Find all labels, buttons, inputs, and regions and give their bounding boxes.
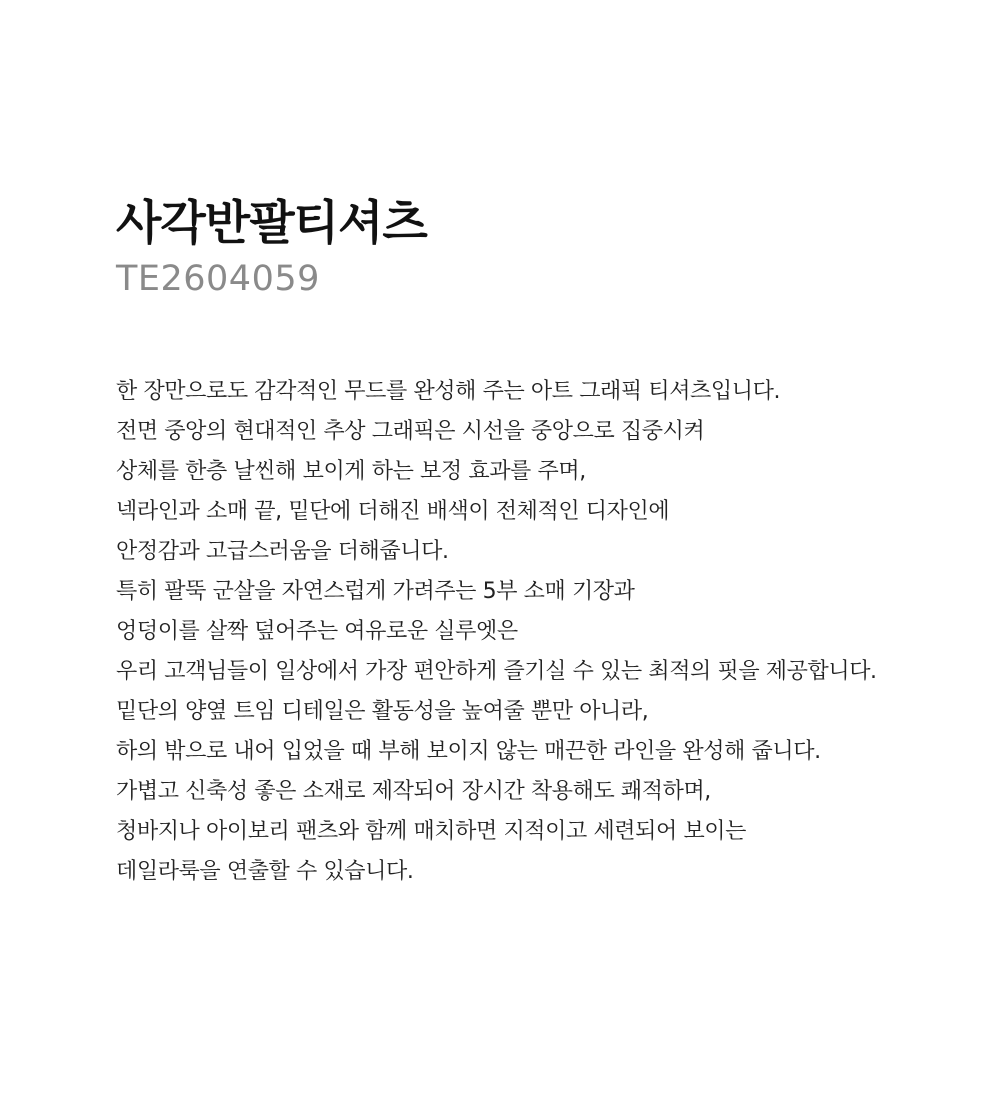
product-title: 사각반팔티셔츠 <box>116 196 427 251</box>
description-line: 안정감과 고급스러움을 더해줍니다. <box>116 539 449 564</box>
description-line: 한 장만으로도 감각적인 무드를 완성해 주는 아트 그래픽 티셔츠입니다. <box>116 379 781 404</box>
description-line: 상체를 한층 날씬해 보이게 하는 보정 효과를 주며, <box>116 459 586 484</box>
description-line: 우리 고객님들이 일상에서 가장 편안하게 즐기실 수 있는 최적의 핏을 제공합니다. <box>116 659 877 684</box>
product-description <box>116 372 877 892</box>
description-line: 가볍고 신축성 좋은 소재로 제작되어 장시간 착용해도 쾌적하며, <box>116 779 711 804</box>
description-line: 밑단의 양옆 트임 디테일은 활동성을 높여줄 뿐만 아니라, <box>116 699 649 724</box>
description-line: 데일라룩을 연출할 수 있습니다. <box>116 859 414 884</box>
product-code: TE2604059 <box>116 259 320 299</box>
description-line: 청바지나 아이보리 팬츠와 함께 매치하면 지적이고 세련되어 보이는 <box>116 819 747 844</box>
description-line: 전면 중앙의 현대적인 추상 그래픽은 시선을 중앙으로 집중시켜 <box>116 419 705 444</box>
description-line: 넥라인과 소매 끝, 밑단에 더해진 배색이 전체적인 디자인에 <box>116 499 670 524</box>
description-line: 하의 밖으로 내어 입었을 때 부해 보이지 않는 매끈한 라인을 완성해 줍니다. <box>116 739 821 764</box>
description-line: 엉덩이를 살짝 덮어주는 여유로운 실루엣은 <box>116 619 518 644</box>
description-line: 특히 팔뚝 군살을 자연스럽게 가려주는 5부 소매 기장과 <box>116 579 635 604</box>
